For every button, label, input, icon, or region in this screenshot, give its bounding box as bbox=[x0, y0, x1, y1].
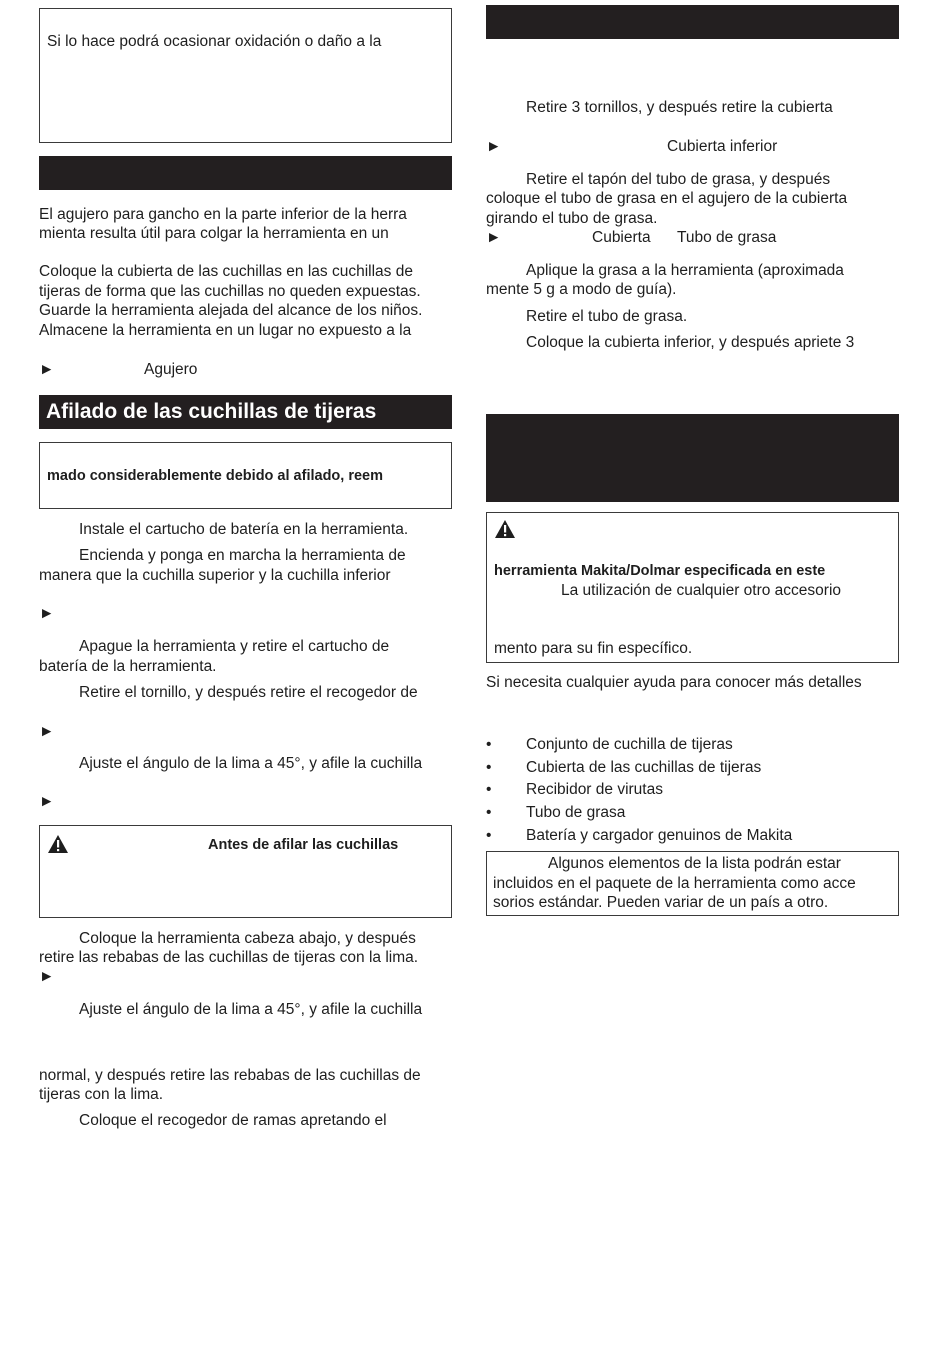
section-header-accessories bbox=[486, 414, 899, 502]
warning-triangle-icon bbox=[494, 519, 516, 539]
hook-paragraph-line: El agujero para gancho en la parte inferior de la herra bbox=[39, 206, 407, 223]
grease-step-5: Coloque la cubierta inferior, y después apriete 3 bbox=[526, 334, 855, 351]
step-3-line: Apague la herramienta y retire el cartucho de bbox=[79, 638, 390, 655]
figure-label-cubierta: Cubierta bbox=[592, 229, 651, 246]
figure-arrow: ► bbox=[39, 793, 55, 810]
step-5: Ajuste el ángulo de la lima a 45°, y afile la cuchilla bbox=[79, 755, 423, 772]
storage-paragraph-line: Almacene la herramienta en un lugar no expuesto a la bbox=[39, 322, 412, 339]
list-item: Recibidor de virutas bbox=[526, 781, 663, 798]
caution-line: La utilización de cualquier otro accesorio bbox=[561, 582, 842, 599]
list-bullet: • bbox=[486, 736, 492, 753]
grease-step-4: Retire el tubo de grasa. bbox=[526, 308, 688, 325]
grease-step-2-line: coloque el tubo de grasa en el agujero de la cubierta bbox=[486, 190, 848, 207]
list-item: Conjunto de cuchilla de tijeras bbox=[526, 736, 733, 753]
figure-label-tubo-grasa: Tubo de grasa bbox=[677, 229, 777, 246]
notice-afilado-text: mado considerablemente debido al afilado, reem bbox=[47, 468, 384, 484]
note-line: sorios estándar. Pueden variar de un país a otro. bbox=[493, 894, 829, 911]
step-7: Ajuste el ángulo de la lima a 45°, y afile la cuchilla bbox=[79, 1001, 423, 1018]
list-bullet: • bbox=[486, 781, 492, 798]
step-7-cont-line: tijeras con la lima. bbox=[39, 1086, 164, 1103]
help-text: Si necesita cualquier ayuda para conocer más detalles bbox=[486, 674, 862, 691]
figure-arrow: ► bbox=[39, 361, 55, 378]
grease-step-2-line: girando el tubo de grasa. bbox=[486, 210, 658, 227]
warning-afilado-text: Antes de afilar las cuchillas bbox=[208, 837, 399, 853]
caution-line: mento para su fin específico. bbox=[494, 640, 693, 657]
step-6-line: Coloque la herramienta cabeza abajo, y después bbox=[79, 930, 416, 947]
note-line: incluidos en el paquete de la herramienta como acce bbox=[493, 875, 856, 892]
list-bullet: • bbox=[486, 759, 492, 776]
list-bullet: • bbox=[486, 827, 492, 844]
step-2-line: manera que la cuchilla superior y la cuchilla inferior bbox=[39, 567, 391, 584]
section-header-bar bbox=[39, 156, 452, 190]
grease-step-3-line: Aplique la grasa a la herramienta (aproximada bbox=[526, 262, 844, 279]
list-bullet: • bbox=[486, 804, 492, 821]
figure-arrow: ► bbox=[486, 138, 502, 155]
grease-step-3-line: mente 5 g a modo de guía). bbox=[486, 281, 677, 298]
grease-step-2-line: Retire el tapón del tubo de grasa, y después bbox=[526, 171, 831, 188]
step-6-line: retire las rebabas de las cuchillas de tijeras con la lima. bbox=[39, 949, 419, 966]
step-3-line: batería de la herramienta. bbox=[39, 658, 217, 675]
list-item: Tubo de grasa bbox=[526, 804, 626, 821]
notice-box-top bbox=[39, 8, 452, 143]
grease-step-1: Retire 3 tornillos, y después retire la cubierta bbox=[526, 99, 833, 116]
caution-bold-text: herramienta Makita/Dolmar especificada en este bbox=[494, 563, 826, 579]
figure-label-agujero: Agujero bbox=[144, 361, 198, 378]
step-2-line: Encienda y ponga en marcha la herramienta de bbox=[79, 547, 406, 564]
figure-arrow: ► bbox=[39, 968, 55, 985]
step-7-cont-line: normal, y después retire las rebabas de las cuchillas de bbox=[39, 1067, 421, 1084]
storage-paragraph-line: Guarde la herramienta alejada del alcance de los niños. bbox=[39, 302, 423, 319]
list-item: Batería y cargador genuinos de Makita bbox=[526, 827, 793, 844]
note-line: Algunos elementos de la lista podrán estar bbox=[548, 855, 841, 872]
step-8: Coloque el recogedor de ramas apretando el bbox=[79, 1112, 387, 1129]
storage-paragraph-line: Coloque la cubierta de las cuchillas en las cuchillas de bbox=[39, 263, 413, 280]
figure-label-cubierta-inferior: Cubierta inferior bbox=[667, 138, 778, 155]
section-title-afilado: Afilado de las cuchillas de tijeras bbox=[46, 400, 377, 423]
step-4: Retire el tornillo, y después retire el recogedor de bbox=[79, 684, 418, 701]
list-item: Cubierta de las cuchillas de tijeras bbox=[526, 759, 762, 776]
step-1: Instale el cartucho de batería en la herramienta. bbox=[79, 521, 409, 538]
figure-arrow: ► bbox=[39, 723, 55, 740]
warning-triangle-icon bbox=[47, 834, 69, 854]
storage-paragraph-line: tijeras de forma que las cuchillas no queden expuestas. bbox=[39, 283, 421, 300]
section-header-grease bbox=[486, 5, 899, 39]
notice-text: Si lo hace podrá ocasionar oxidación o daño a la bbox=[47, 33, 382, 50]
figure-arrow: ► bbox=[486, 229, 502, 246]
hook-paragraph-line: mienta resulta útil para colgar la herramienta en un bbox=[39, 225, 389, 242]
figure-arrow: ► bbox=[39, 605, 55, 622]
